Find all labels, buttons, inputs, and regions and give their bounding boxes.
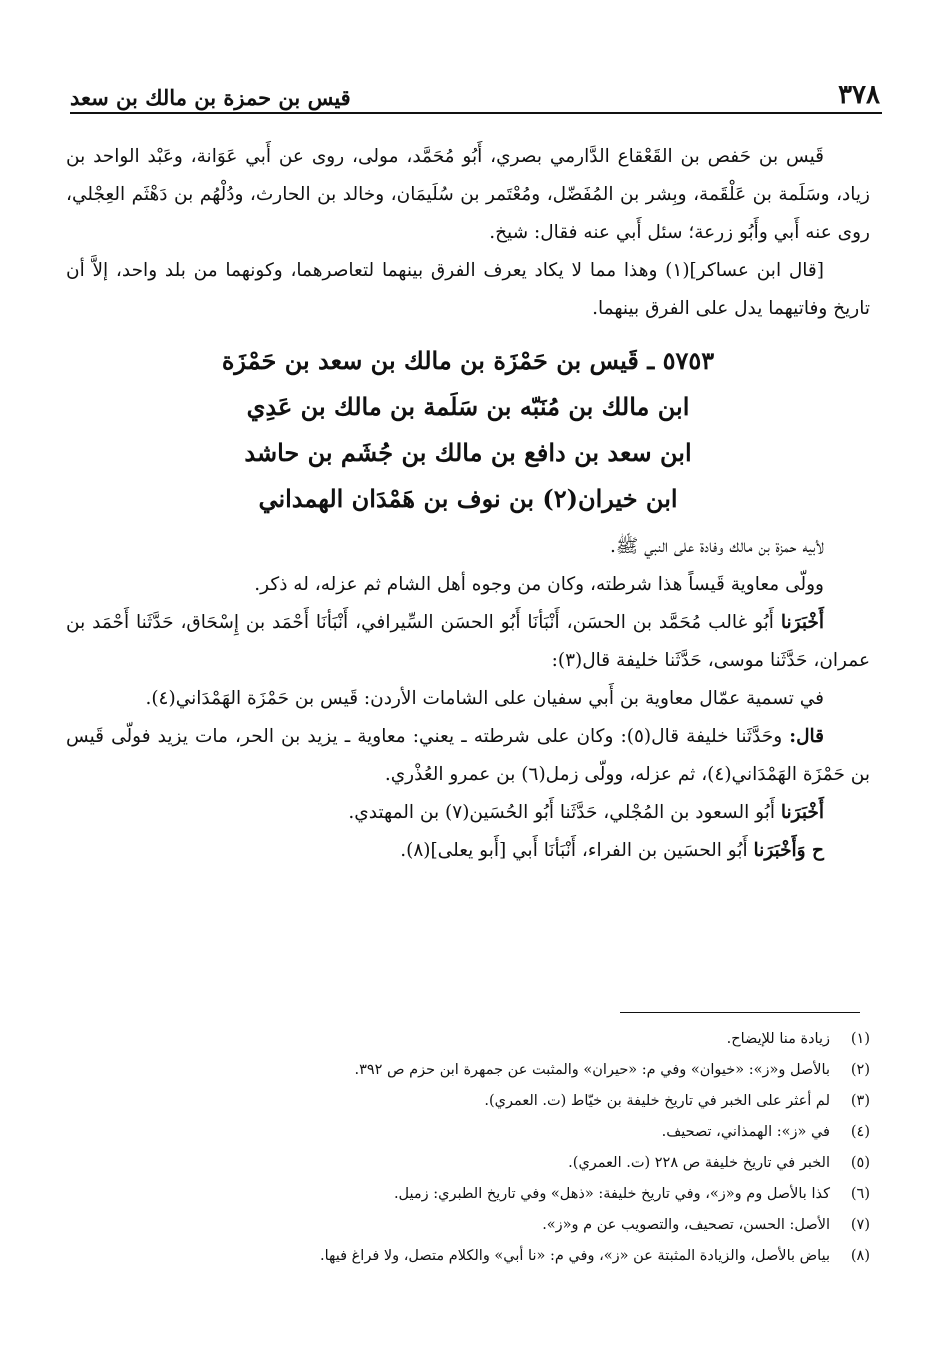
footnote-2 bbox=[90, 1055, 870, 1086]
qala-lead: قال: bbox=[789, 726, 825, 747]
footnotes bbox=[90, 1024, 870, 1272]
entry-title-line-2: ابن مالك بن مُنَبّه بن سَلَمة بن مالك بن عَدِي bbox=[246, 392, 690, 421]
footnote-text: كذا بالأصل وم و«ز»، وفي تاريخ خليفة: «ذهل» وفي تاريخ الطبري: زميل. bbox=[393, 1186, 830, 1202]
main-text bbox=[66, 138, 870, 870]
paragraph-qala bbox=[66, 718, 870, 794]
footnote-text: لم أعثر على الخبر في تاريخ خليفة بن خيّاط (ت. العمري). bbox=[484, 1093, 830, 1109]
paragraph-isnad-1 bbox=[66, 604, 870, 680]
footnote-number: (٧) bbox=[850, 1217, 870, 1233]
isnad-lead-2: أَخْبَرَنا bbox=[780, 802, 824, 823]
footnote-4 bbox=[90, 1117, 870, 1148]
paragraph-shurta: وولّى معاوية قَيساً هذا شرطته، وكان من وجوه أهل الشام ثم عزله، له ذكر. bbox=[254, 574, 824, 595]
footnote-number: (٦) bbox=[850, 1186, 870, 1202]
footnote-text: الخبر في تاريخ خليفة ص ٢٢٨ (ت. العمري). bbox=[568, 1155, 830, 1171]
qala-text: وحَدَّثَنا خليفة قال(٥): وكان على شرطته ـ يعني: معاوية ـ يزيد بن الحر، مات يزيد فولّى قَيس بن حَمْزَة الهَمْدَاني(٤)، ثم عزله، وولّى زمل(٦) بن عمرو العُذْري. bbox=[66, 726, 870, 785]
isnad-lead: أَخْبَرَنا bbox=[780, 612, 824, 633]
header-rule bbox=[70, 112, 882, 114]
footnote-number: (٨) bbox=[850, 1248, 870, 1264]
footnote-text: الأصل: الحسن، تصحيف، والتصويب عن م و«ز». bbox=[542, 1217, 830, 1233]
footnote-1 bbox=[90, 1024, 870, 1055]
entry-title-line-1: ٥٧٥٣ ـ قَيس بن حَمْزَة بن مالك بن سعد بن حَمْزَة bbox=[221, 346, 715, 375]
footnote-8 bbox=[90, 1241, 870, 1272]
isnad-text-2: أَبُو السعود بن المُجْلي، حَدَّثَنا أَبُو الحُسَين(٧) بن المهتدي. bbox=[348, 802, 781, 823]
page-number: ٣٧٨ bbox=[838, 80, 880, 110]
footnote-number: (٢) bbox=[850, 1062, 870, 1078]
footnote-text: بياض بالأصل، والزيادة المثبتة عن «ز»، وفي م: «نا أبي» والكلام متصل، ولا فراغ فيها. bbox=[320, 1248, 830, 1264]
footnote-number: (٤) bbox=[850, 1124, 870, 1140]
entry-title-line-4: ابن خيران(٢) بن نوف بن هَمْدَان الهمداني bbox=[258, 484, 678, 513]
footnote-rule bbox=[620, 1012, 860, 1013]
footnote-3 bbox=[90, 1086, 870, 1117]
footnote-number: (٣) bbox=[850, 1093, 870, 1109]
footnote-7 bbox=[90, 1210, 870, 1241]
footnote-5 bbox=[90, 1148, 870, 1179]
paragraph-wifada: لأبيه حمزة بن مالك وفادة على النبي ﷺ. bbox=[610, 536, 824, 557]
page-header bbox=[70, 70, 880, 108]
paragraph-isnad-3 bbox=[66, 832, 870, 870]
footnote-number: (٥) bbox=[850, 1155, 870, 1171]
footnote-text: زيادة منا للإيضاح. bbox=[726, 1031, 830, 1047]
isnad-text: أَبُو غالب مُحَمَّد بن الحسَن، أَنْبَأنَا أَبُو الحسَن السِّيرافي، أَنْبَأنَا أَحْمَد بن إِسْحَاق، حَدَّثَنا أَحْمَد بن عمران، حَدَّثَنا موسى، حَدَّثَنا خليفة قال(٣): bbox=[66, 612, 870, 671]
footnote-text: في «ز»: الهمذاني، تصحيف. bbox=[661, 1124, 830, 1140]
paragraph-ibn-asakir-note: [قال ابن عساكر](١) وهذا مما لا يكاد يعرف الفرق بينهما لتعاصرهما، وكونهما من بلد واحد، إلاَّ أن تاريخ وفاتيهما يدل على الفرق بينهما. bbox=[66, 260, 870, 319]
isnad-text-3: أَبُو الحسَين بن الفراء، أَنْبَأنَا أَبي [أَبو يعلى](٨). bbox=[400, 840, 754, 861]
paragraph-isnad-2 bbox=[66, 794, 870, 832]
footnote-text: بالأصل و«ز»: «خيوان» وفي م: «حيران» والمثبت عن جمهرة ابن حزم ص ٣٩٢. bbox=[354, 1062, 830, 1078]
paragraph-qays-ibn-hafs: قَيس بن حَفص بن القَعْقاع الدَّارمي بصري، أَبُو مُحَمَّد، مولى، روى عن أَبي عَوَانة، وعَبْد الواحد بن زياد، وسَلَمة بن عَلْقَمة، وبِشر بن المُفَضّل، ومُعْتَمر بن سُلَيمَان، وخالد بن الحارث، ودُلْهُم بن دَهْثَم العِجْلي، روى عنه أَبي وأَبُو زرعة؛ سئل أَبي عنه فقال: شيخ. bbox=[66, 146, 870, 243]
footnote-6 bbox=[90, 1179, 870, 1210]
footnote-number: (١) bbox=[850, 1031, 870, 1047]
paragraph-tasmiya: في تسمية عمّال معاوية بن أَبي سفيان على الشامات الأردن: قَيس بن حَمْزَة الهَمْدَاني(٤). bbox=[145, 688, 824, 709]
entry-title bbox=[66, 338, 870, 522]
isnad-lead-3: ح وَأَخْبَرَنا bbox=[753, 840, 824, 861]
running-title: قيس بن حمزة بن مالك بن سعد bbox=[70, 85, 351, 110]
entry-title-line-3: ابن سعد بن دافع بن مالك بن جُشَم بن حاشد bbox=[244, 438, 692, 467]
